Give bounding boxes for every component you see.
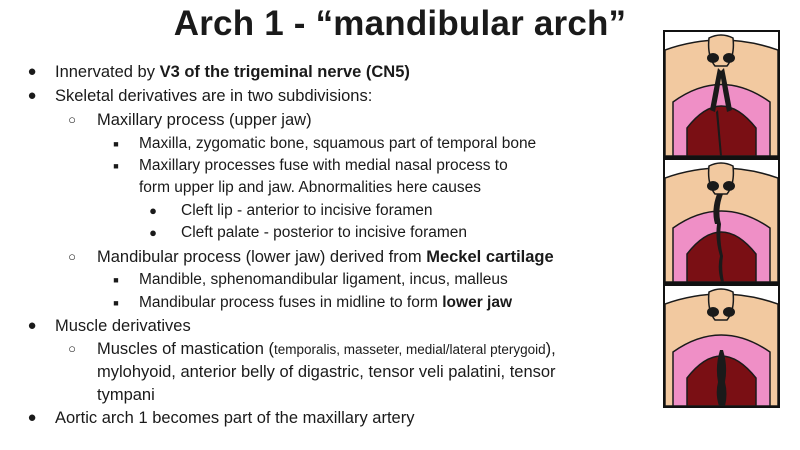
bullet-circle: ○ [68,341,76,356]
text: ), [545,340,556,358]
bullet-mandibular [97,247,554,267]
bullet-disc: ● [27,63,37,80]
text: Muscles of mastication ( [97,340,274,358]
bullet-disc: ● [149,225,157,240]
bullet-fuse-line2: form upper lip and jaw. Abnormalities here causes [139,179,482,196]
text-bold: V3 of the trigeminal nerve (CN5) [159,63,410,81]
text-small: temporalis, masseter, medial/lateral pterygoid [273,342,546,357]
bullet-skeletal: Skeletal derivatives are in two subdivisions: [55,87,373,105]
bullet-muscle: Muscle derivatives [55,317,191,335]
bullet-square: ■ [113,298,119,308]
bullet-disc: ● [27,409,37,426]
bullet-square: ■ [113,161,119,171]
bullet-fuse-line1: Maxillary processes fuse with medial nasal process to [139,157,508,174]
bullet-mastication-line1 [97,339,556,360]
text: Mandibular process fuses in midline to form [139,294,443,311]
bullet-cleft-lip: Cleft lip - anterior to incisive foramen [181,202,433,219]
bullet-mandible: Mandible, sphenomandibular ligament, incus, malleus [139,271,508,288]
text: Innervated by [55,63,160,81]
bullet-disc: ● [149,203,157,218]
bullet-circle: ○ [68,112,76,127]
bullet-innervation [55,62,410,82]
bullet-mastication-line3: tympani [97,386,155,404]
cleft-illustration-2 [663,158,780,284]
bullet-square: ■ [113,275,119,285]
bullet-maxilla: Maxilla, zygomatic bone, squamous part of temporal bone [139,135,537,152]
bullet-square: ■ [113,139,119,149]
bullet-disc: ● [27,87,37,104]
text-bold: Meckel cartilage [426,248,554,266]
bullet-mastication-line2: mylohyoid, anterior belly of digastric, tensor veli palatini, tensor [97,363,556,381]
text: Mandibular process (lower jaw) derived from [97,248,427,266]
cleft-illustration-3 [663,284,780,408]
cleft-illustration-1 [663,30,780,158]
bullet-maxillary: Maxillary process (upper jaw) [97,111,312,129]
bullet-cleft-palate: Cleft palate - posterior to incisive foramen [181,224,468,241]
bullet-aortic: Aortic arch 1 becomes part of the maxillary artery [55,409,415,427]
page-title: Arch 1 - “mandibular arch” [173,4,627,43]
bullet-circle: ○ [68,249,76,264]
bullet-lower-jaw [139,293,512,313]
text-bold: lower jaw [442,294,513,311]
bullet-disc: ● [27,317,37,334]
